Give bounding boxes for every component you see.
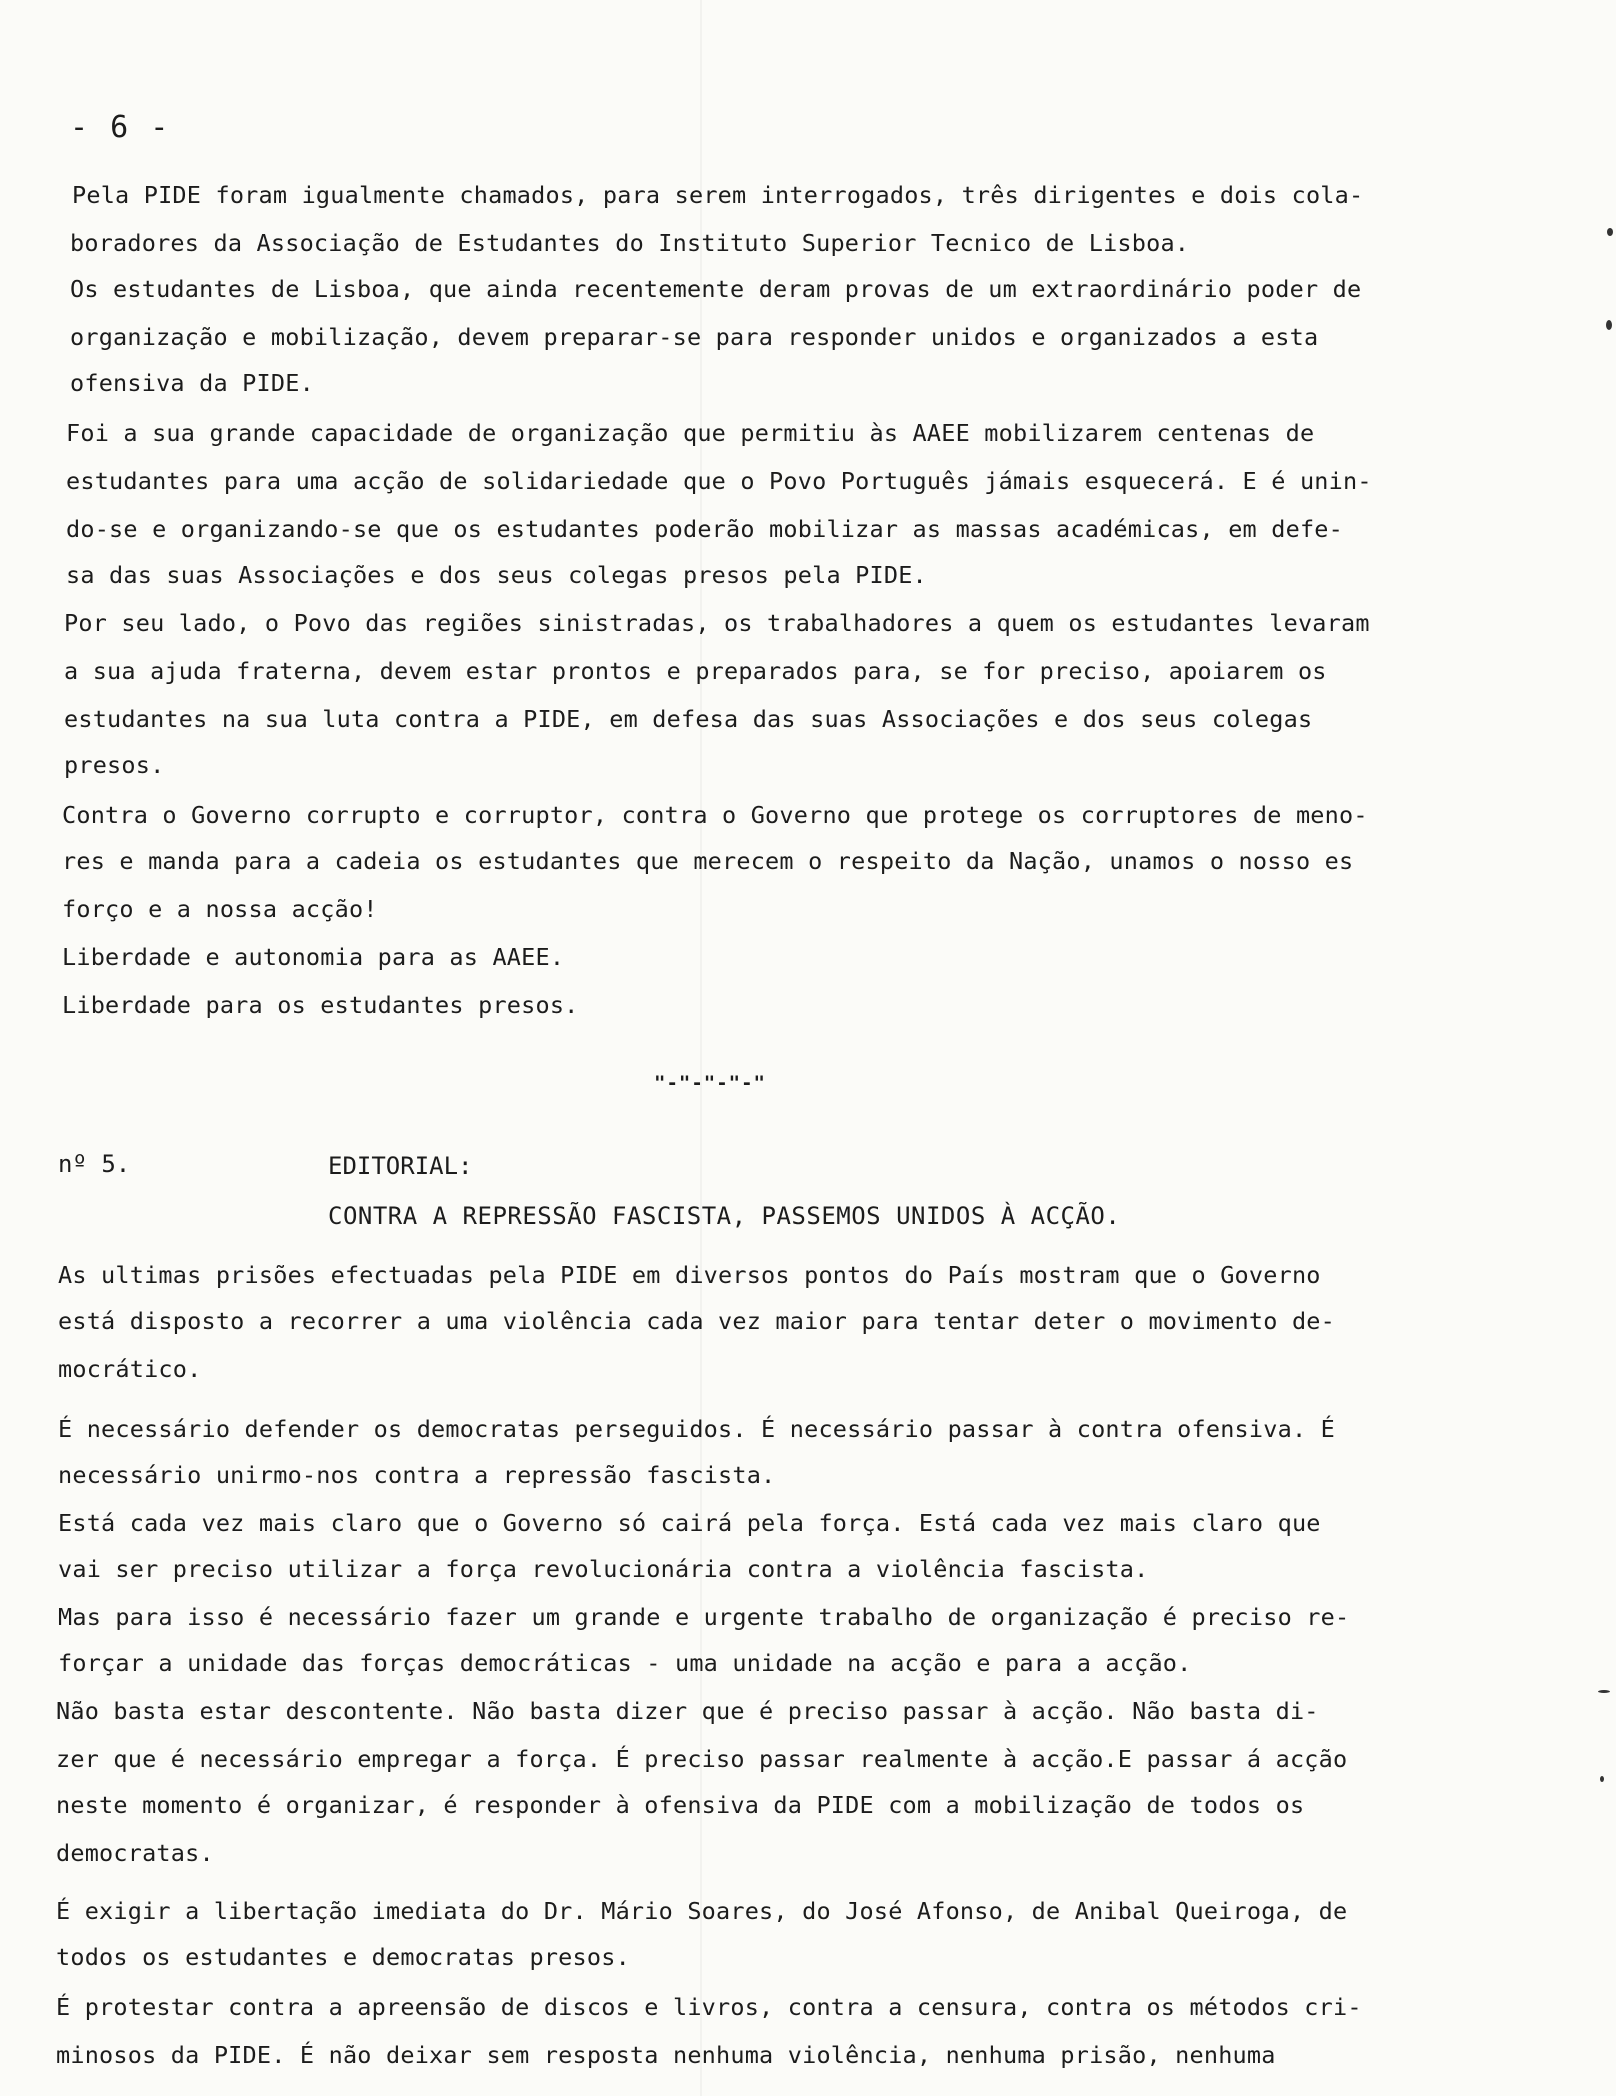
text-line: Pela PIDE foram igualmente chamados, para serem interrogados, três dirigentes e dois cola- bbox=[72, 181, 1364, 209]
text-line: ofensiva da PIDE. bbox=[70, 369, 314, 397]
text-line: organização e mobilização, devem preparar-se para responder unidos e organizados a esta bbox=[70, 323, 1319, 351]
text-line: Liberdade para os estudantes presos. bbox=[62, 991, 579, 1019]
page-number: - 6 - bbox=[70, 110, 171, 145]
section-separator: "-"-"-"-" bbox=[654, 1072, 766, 1094]
text-line: Liberdade e autonomia para as AAEE. bbox=[62, 943, 565, 971]
text-line: Por seu lado, o Povo das regiões sinistradas, os trabalhadores a quem os estudantes levaram bbox=[64, 609, 1370, 637]
text-line: Foi a sua grande capacidade de organização que permitiu às AAEE mobilizarem centenas de bbox=[66, 419, 1315, 447]
text-line: todos os estudantes e democratas presos. bbox=[56, 1943, 630, 1971]
text-line: É protestar contra a apreensão de discos e livros, contra a censura, contra os métodos cri- bbox=[56, 1993, 1362, 2021]
text-line: zer que é necessário empregar a força. É preciso passar realmente à acção.E passar á acção bbox=[56, 1745, 1348, 1773]
ink-speck bbox=[1598, 1690, 1610, 1693]
ink-speck bbox=[1606, 320, 1612, 330]
text-line: Os estudantes de Lisboa, que ainda recentemente deram provas de um extraordinário poder de bbox=[70, 275, 1362, 303]
text-line: do-se e organizando-se que os estudantes poderão mobilizar as massas académicas, em defe- bbox=[66, 515, 1343, 543]
text-line: Contra o Governo corrupto e corruptor, contra o Governo que protege os corruptores de meno- bbox=[62, 801, 1368, 829]
editorial-title: CONTRA A REPRESSÃO FASCISTA, PASSEMOS UNIDOS À ACÇÃO. bbox=[328, 1202, 1121, 1230]
text-line: sa das suas Associações e dos seus colegas presos pela PIDE. bbox=[66, 561, 927, 589]
ink-speck bbox=[1600, 1776, 1604, 1782]
text-line: forço e a nossa acção! bbox=[62, 895, 378, 923]
text-line: democratas. bbox=[56, 1839, 214, 1867]
text-line: É exigir a libertação imediata do Dr. Mário Soares, do José Afonso, de Anibal Queiroga, de bbox=[56, 1897, 1348, 1925]
text-line: presos. bbox=[64, 751, 165, 779]
text-line: mocrático. bbox=[58, 1355, 202, 1383]
text-line: boradores da Associação de Estudantes do Instituto Superior Tecnico de Lisboa. bbox=[70, 229, 1190, 257]
text-line: necessário unirmo-nos contra a repressão fascista. bbox=[58, 1461, 776, 1489]
text-line: É necessário defender os democratas perseguidos. É necessário passar à contra ofensiva. É bbox=[58, 1415, 1335, 1443]
text-line: res e manda para a cadeia os estudantes que merecem o respeito da Nação, unamos o nosso es bbox=[62, 847, 1354, 875]
issue-number: nº 5. bbox=[58, 1150, 131, 1178]
text-line: vai ser preciso utilizar a força revolucionária contra a violência fascista. bbox=[58, 1555, 1149, 1583]
page-fold-shadow bbox=[700, 0, 702, 2096]
text-line: Mas para isso é necessário fazer um grande e urgente trabalho de organização é preciso re- bbox=[58, 1603, 1350, 1631]
ink-speck bbox=[1607, 228, 1613, 236]
text-line: Não basta estar descontente. Não basta dizer que é preciso passar à acção. Não basta di- bbox=[56, 1697, 1319, 1725]
text-line: está disposto a recorrer a uma violência cada vez maior para tentar deter o movimento de- bbox=[58, 1307, 1335, 1335]
text-line: estudantes para uma acção de solidariedade que o Povo Português jámais esquecerá. E é unin- bbox=[66, 467, 1372, 495]
text-line: As ultimas prisões efectuadas pela PIDE em diversos pontos do País mostram que o Governo bbox=[58, 1261, 1321, 1289]
text-line: forçar a unidade das forças democráticas - uma unidade na acção e para a acção. bbox=[58, 1649, 1192, 1677]
text-line: neste momento é organizar, é responder à ofensiva da PIDE com a mobilização de todos os bbox=[56, 1791, 1305, 1819]
editorial-label: EDITORIAL: bbox=[328, 1152, 473, 1180]
text-line: estudantes na sua luta contra a PIDE, em defesa das suas Associações e dos seus colegas bbox=[64, 705, 1313, 733]
text-line: a sua ajuda fraterna, devem estar prontos e preparados para, se for preciso, apoiarem os bbox=[64, 657, 1327, 685]
text-line: Está cada vez mais claro que o Governo só cairá pela força. Está cada vez mais claro que bbox=[58, 1509, 1321, 1537]
text-line: minosos da PIDE. É não deixar sem resposta nenhuma violência, nenhuma prisão, nenhuma bbox=[56, 2041, 1276, 2069]
